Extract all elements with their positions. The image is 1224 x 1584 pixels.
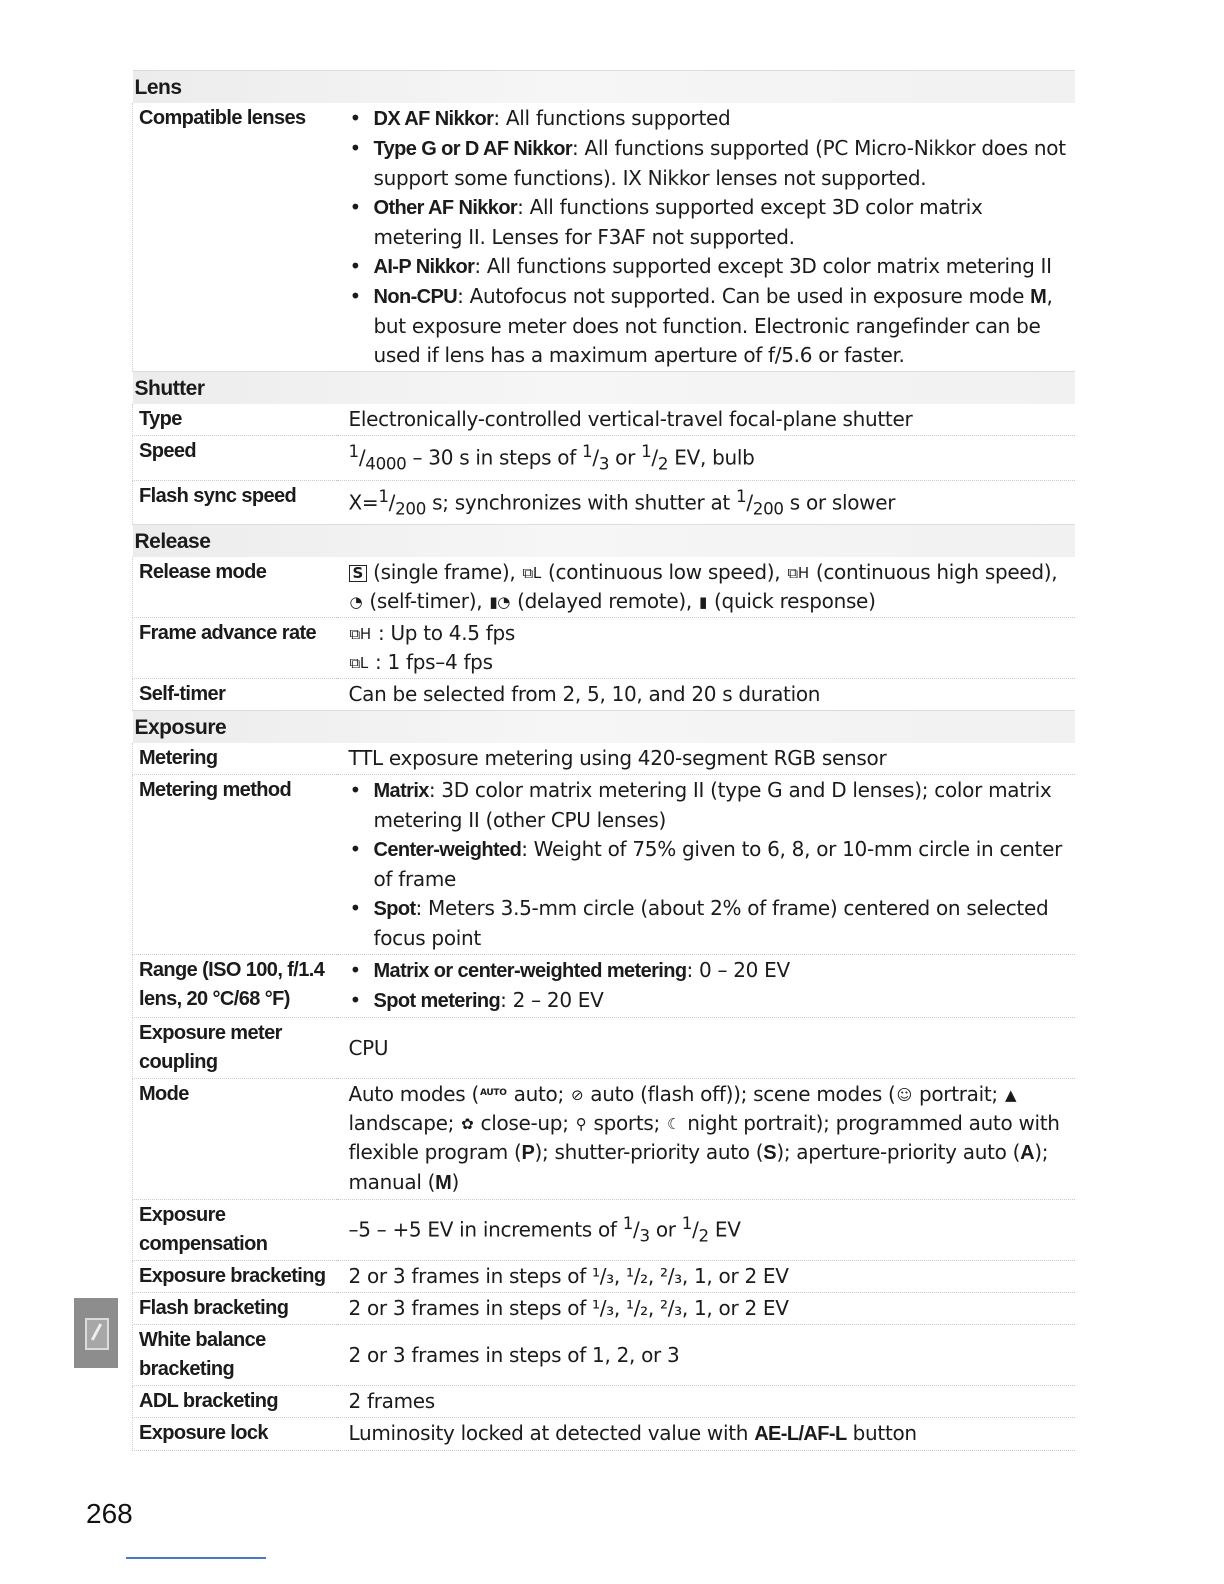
spec-label: Compatible lenses bbox=[133, 103, 337, 372]
spec-label: White balance bracketing bbox=[133, 1325, 337, 1386]
section-lens bbox=[133, 71, 1075, 104]
spec-value: ⧉H : Up to 4.5 fps ⧉L : 1 fps–4 fps bbox=[337, 618, 1075, 679]
spec-label: Exposure compensation bbox=[133, 1200, 337, 1261]
spec-row-mode bbox=[133, 1079, 1075, 1200]
self-timer-icon: ◔ bbox=[349, 593, 363, 612]
portrait-icon: ☺ bbox=[896, 1086, 912, 1105]
spec-row-flash-bracketing bbox=[133, 1293, 1075, 1325]
spec-row-compatible-lenses bbox=[133, 103, 1075, 372]
night-portrait-icon: ☾ bbox=[666, 1115, 681, 1134]
landscape-icon: ▲ bbox=[1004, 1086, 1017, 1105]
continuous-low-icon: ⧉L bbox=[522, 564, 541, 583]
spec-value: Can be selected from 2, 5, 10, and 20 s duration bbox=[337, 679, 1075, 711]
spec-value: TTL exposure metering using 420-segment RGB sensor bbox=[337, 743, 1075, 775]
spec-row-adl-bracketing bbox=[133, 1386, 1075, 1418]
section-shutter bbox=[133, 372, 1075, 405]
spec-row-release-mode bbox=[133, 557, 1075, 618]
list-item: • Non-CPU: Autofocus not supported. Can be used in exposure mode M, but exposure meter does not function. Electronic rangefinder can be used if lens has a maximum aperture of f/5.6 or faster. bbox=[349, 282, 1075, 370]
list-item: • Type G or D AF Nikkor: All functions supported (PC Micro-Nikkor does not support some functions). IX Nikkor lenses not supported. bbox=[349, 134, 1075, 193]
spec-value: 2 frames bbox=[337, 1386, 1075, 1418]
spec-value: $^1/_{4000} - 30$ s in steps of $^1/_3$ or $^1/_2$ EV, bulb bbox=[337, 436, 1075, 481]
spec-row-exposure-bracketing bbox=[133, 1261, 1075, 1293]
auto-mode-icon: AUTO bbox=[480, 1088, 507, 1099]
spec-value: –5 – +5 EV in increments of $^1/_3$ or $^1/_2$ EV bbox=[337, 1200, 1075, 1261]
spec-row-wb-bracketing bbox=[133, 1325, 1075, 1386]
spec-label: Type bbox=[133, 404, 337, 436]
spec-value: 2 or 3 frames in steps of ¹/₃, ¹/₂, ²/₃, 1, or 2 EV bbox=[337, 1261, 1075, 1293]
list-item: • Spot metering: 2 – 20 EV bbox=[349, 986, 1075, 1016]
spec-label: Flash sync speed bbox=[133, 480, 337, 525]
spec-value: 2 or 3 frames in steps of ¹/₃, ¹/₂, ²/₃, 1, or 2 EV bbox=[337, 1293, 1075, 1325]
list-item: • Matrix or center-weighted metering: 0 – 20 EV bbox=[349, 956, 1075, 986]
spec-value: Luminosity locked at detected value with AE-L/AF-L button bbox=[337, 1418, 1075, 1451]
spec-row-speed bbox=[133, 436, 1075, 481]
list-item: • DX AF Nikkor: All functions supported bbox=[349, 104, 1075, 134]
list-item: • Other AF Nikkor: All functions supported except 3D color matrix metering II. Lenses for F3AF not supported. bbox=[349, 193, 1075, 252]
spec-label: Flash bracketing bbox=[133, 1293, 337, 1325]
continuous-low-icon: ⧉L bbox=[349, 654, 368, 673]
close-up-icon: ✿ bbox=[461, 1115, 474, 1134]
spec-value bbox=[337, 955, 1075, 1018]
page-number: 268 bbox=[86, 1498, 133, 1529]
continuous-high-icon: ⧉H bbox=[787, 564, 809, 583]
list-item: • Spot: Meters 3.5-mm circle (about 2% of frame) centered on selected focus point bbox=[349, 894, 1075, 953]
spec-row-meter-coupling bbox=[133, 1018, 1075, 1079]
notes-icon bbox=[85, 1318, 109, 1350]
spec-row-exposure-lock bbox=[133, 1418, 1075, 1451]
spec-value: 2 or 3 frames in steps of 1, 2, or 3 bbox=[337, 1325, 1075, 1386]
continuous-high-icon: ⧉H bbox=[349, 625, 371, 644]
spec-value bbox=[337, 103, 1075, 372]
flash-off-icon: ⊘ bbox=[570, 1086, 584, 1105]
spec-label: Exposure bracketing bbox=[133, 1261, 337, 1293]
spec-label: Speed bbox=[133, 436, 337, 481]
footer-divider bbox=[126, 1557, 266, 1559]
section-title: Exposure bbox=[133, 711, 1075, 744]
chapter-tab bbox=[74, 1298, 118, 1368]
spec-row-range bbox=[133, 955, 1075, 1018]
spec-label: ADL bracketing bbox=[133, 1386, 337, 1418]
spec-row-compensation bbox=[133, 1200, 1075, 1261]
spec-row-type bbox=[133, 404, 1075, 436]
spec-row-frame-advance bbox=[133, 618, 1075, 679]
section-title: Shutter bbox=[133, 372, 1075, 405]
spec-label: Mode bbox=[133, 1079, 337, 1200]
spec-value bbox=[337, 775, 1075, 955]
spec-value: S (single frame), ⧉L (continuous low speed), ⧉H (continuous high speed), ◔ (self-timer), ▮◔ (delayed remote), ▮ (quick response) bbox=[337, 557, 1075, 618]
spec-value: Electronically-controlled vertical-travel focal-plane shutter bbox=[337, 404, 1075, 436]
spec-row-metering-method bbox=[133, 775, 1075, 955]
spec-label: Frame advance rate bbox=[133, 618, 337, 679]
section-title: Lens bbox=[133, 71, 1075, 104]
specifications-table bbox=[132, 70, 1075, 1451]
single-frame-icon: S bbox=[349, 565, 368, 582]
spec-row-metering bbox=[133, 743, 1075, 775]
spec-label: Range (ISO 100, f/1.4 lens, 20 °C/68 °F) bbox=[133, 955, 337, 1018]
spec-value: $X=^1/_{200}$ s; synchronizes with shutter at $^1/_{200}$ s or slower bbox=[337, 480, 1075, 525]
section-exposure bbox=[133, 711, 1075, 744]
quick-response-icon: ▮ bbox=[699, 593, 707, 612]
spec-label: Exposure meter coupling bbox=[133, 1018, 337, 1079]
list-item: • Matrix: 3D color matrix metering II (type G and D lenses); color matrix metering II (other CPU lenses) bbox=[349, 776, 1075, 835]
spec-label: Self-timer bbox=[133, 679, 337, 711]
section-title: Release bbox=[133, 525, 1075, 558]
spec-value: CPU bbox=[337, 1018, 1075, 1079]
delayed-remote-icon: ▮◔ bbox=[489, 593, 511, 612]
sports-icon: ⚲ bbox=[575, 1115, 587, 1134]
spec-row-self-timer bbox=[133, 679, 1075, 711]
list-item: • Center-weighted: Weight of 75% given to 6, 8, or 10-mm circle in center of frame bbox=[349, 835, 1075, 894]
spec-value: Auto modes (AUTO auto; ⊘ auto (flash off)); scene modes (☺ portrait; ▲ landscape; ✿ close-up; ⚲ sports; ☾ night portrait); programmed auto with flexible program (P); shutter-priority auto (S); aperture-priority auto (A); manual (M) bbox=[337, 1079, 1075, 1200]
list-item: • AI-P Nikkor: All functions supported except 3D color matrix metering II bbox=[349, 252, 1075, 282]
section-release bbox=[133, 525, 1075, 558]
spec-label: Exposure lock bbox=[133, 1418, 337, 1451]
spec-label: Metering method bbox=[133, 775, 337, 955]
spec-row-flash-sync bbox=[133, 480, 1075, 525]
spec-label: Metering bbox=[133, 743, 337, 775]
spec-label: Release mode bbox=[133, 557, 337, 618]
